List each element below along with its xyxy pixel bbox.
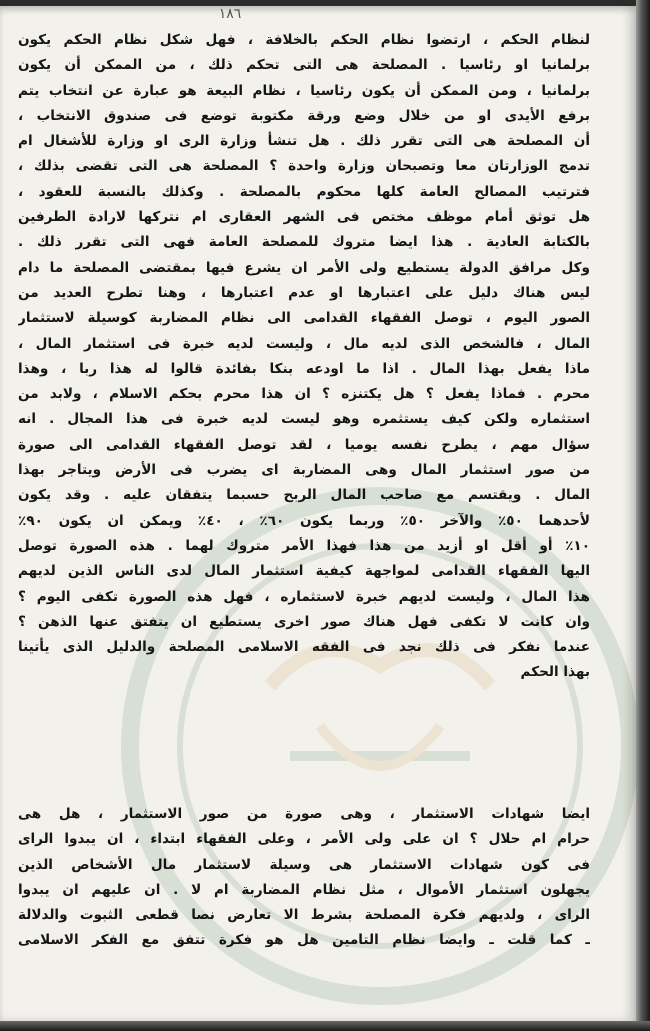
text-line: ١٠٪ أو أقل او أزيد من هذا فهذا الأمر متروك لهما . هذه الصورة توصل xyxy=(18,537,590,554)
text-line: الراى ، ولديهم فكرة المصلحة بشرط الا تعارض نصا قطعى الثبوت والدلالة xyxy=(18,907,590,924)
text-line: برفع الأيدى او من خلال وضع ورقة مكتوبة توضع فى صندوق الانتخاب ، xyxy=(18,107,590,124)
text-line: عندما نفكر فى ذلك نجد فى الفقه الاسلامى المصلحة والدليل الذى يأتينا xyxy=(18,639,590,656)
text-line: حرام ام حلال ؟ ان على ولى الأمر ، وعلى الفقهاء ابتداء ، ان يبدوا الراى xyxy=(18,831,590,848)
text-line: لأحدهما ٥٠٪ والآخر ٥٠٪ وربما يكون ٦٠٪ ، ٤٠٪ ويمكن ان يكون ٩٠٪ xyxy=(18,512,590,529)
text-line: تدمج الوزارتان معا وتصبحان وزارة واحدة ؟ المصلحة هى التى تقضى بذلك ، xyxy=(18,158,590,175)
text-line: ايضا شهادات الاستثمار ، وهى صورة من صور الاستثمار ، هل هى xyxy=(18,806,590,822)
book-page xyxy=(0,6,636,1022)
text-line: برلمانيا ، ومن الممكن أن يكون رئاسيا ، نظام البيعة هو عبارة عن انتخاب يتم xyxy=(18,82,590,99)
text-line: بهذا الحكم xyxy=(520,664,590,681)
text-line: ـ كما قلت ـ وايضا نظام التامين هل هو فكرة تتفق مع الفكر الاسلامى xyxy=(18,932,590,949)
text-line: فى كون شهادات الاستثمار هى وسيلة لاستثمار مال الأشخاص الذين xyxy=(18,856,590,873)
text-line: من صور استثمار المال وهى المضاربة اى يضرب فى الأرض ويتاجر بهذا xyxy=(18,462,590,479)
text-line: هذا المال ، وليست لديهم خبرة لاستثماره ، فهل هذه الصورة تكفى اليوم ؟ xyxy=(18,588,590,605)
text-line: استثماره ولكن كيف يستثمره وهو ليست لديه خبرة فى هذا المجال . انه xyxy=(18,411,590,428)
text-line: الصور اليوم ، توصل الفقهاء القدامى الى نظام المضاربة كوسيلة لاستثمار xyxy=(18,310,590,327)
text-line: يجهلون استثمار الأموال ، مثل نظام المضاربة ام لا . ان عليهم ان يبدوا xyxy=(18,881,590,898)
text-line: المال . ويقتسم مع صاحب المال الربح حسبما يتفقان عليه . وقد يكون xyxy=(18,487,590,504)
text-line: لنظام الحكم ، ارتضوا نظام الحكم بالخلافة ، فهل شكل نظام الحكم يكون xyxy=(18,32,590,48)
page-bottom-edge xyxy=(0,1021,650,1031)
text-line: وكل مرافق الدولة يستطيع ولى الأمر ان يشرع فيها بمقتضى المصلحة ما دام xyxy=(18,259,590,276)
text-line: فترتيب المصالح العامة كلها محكوم بالمصلحة . وكذلك بالنسبة للعقود ، xyxy=(18,183,590,200)
text-line: ليس هناك دليل على اعتبارها او عدم اعتبارها ، وهنا تطرح العديد من xyxy=(18,284,590,301)
text-line: بالكتابة العادية . هذا ايضا متروك للمصلحة العامة فهى التى تقرر ذلك . xyxy=(18,234,590,251)
page-number: ١٨٦ xyxy=(218,6,242,22)
text-line: برلمانيا او رئاسيا . المصلحة هى التى تحكم ذلك ، من الممكن أن يكون xyxy=(18,57,590,74)
text-line: محرم . فماذا يفعل ؟ هل يكتنزه ؟ ان هذا محرم بحكم الاسلام ، ولابد من xyxy=(18,386,590,403)
paragraph-1 xyxy=(18,28,590,686)
text-line: ماذا يفعل بهذا المال . اذا ما اودعه بنكا بفائدة قالوا له هذا ربا ، وهذا xyxy=(18,360,590,377)
text-line: أن المصلحة هى التى تقرر ذلك . هل تنشأ وزارة الرى او وزارة للأشغال ام xyxy=(18,133,590,150)
page-binding-edge xyxy=(636,0,650,1031)
paragraph-2 xyxy=(18,802,590,954)
text-line: هل توثق أمام موظف مختص فى الشهر العقارى ام نتركها لارادة الطرفين xyxy=(18,209,590,226)
text-line: سؤال مهم ، يطرح نفسه يوميا ، لقد توصل الفقهاء القدامى الى صورة xyxy=(18,436,590,453)
text-line: اليها الفقهاء القدامى لمواجهة كيفية استثمار المال لدى الناس الذين لديهم xyxy=(18,563,590,580)
text-line: وان كانت لا تكفى فهل هناك صور اخرى يستطيع ان يتفتق عنها الذهن ؟ xyxy=(18,613,590,630)
text-line: المال ، فالشخص الذى لديه مال ، وليست لديه خبرة فى استثمار المال ، xyxy=(18,335,590,352)
